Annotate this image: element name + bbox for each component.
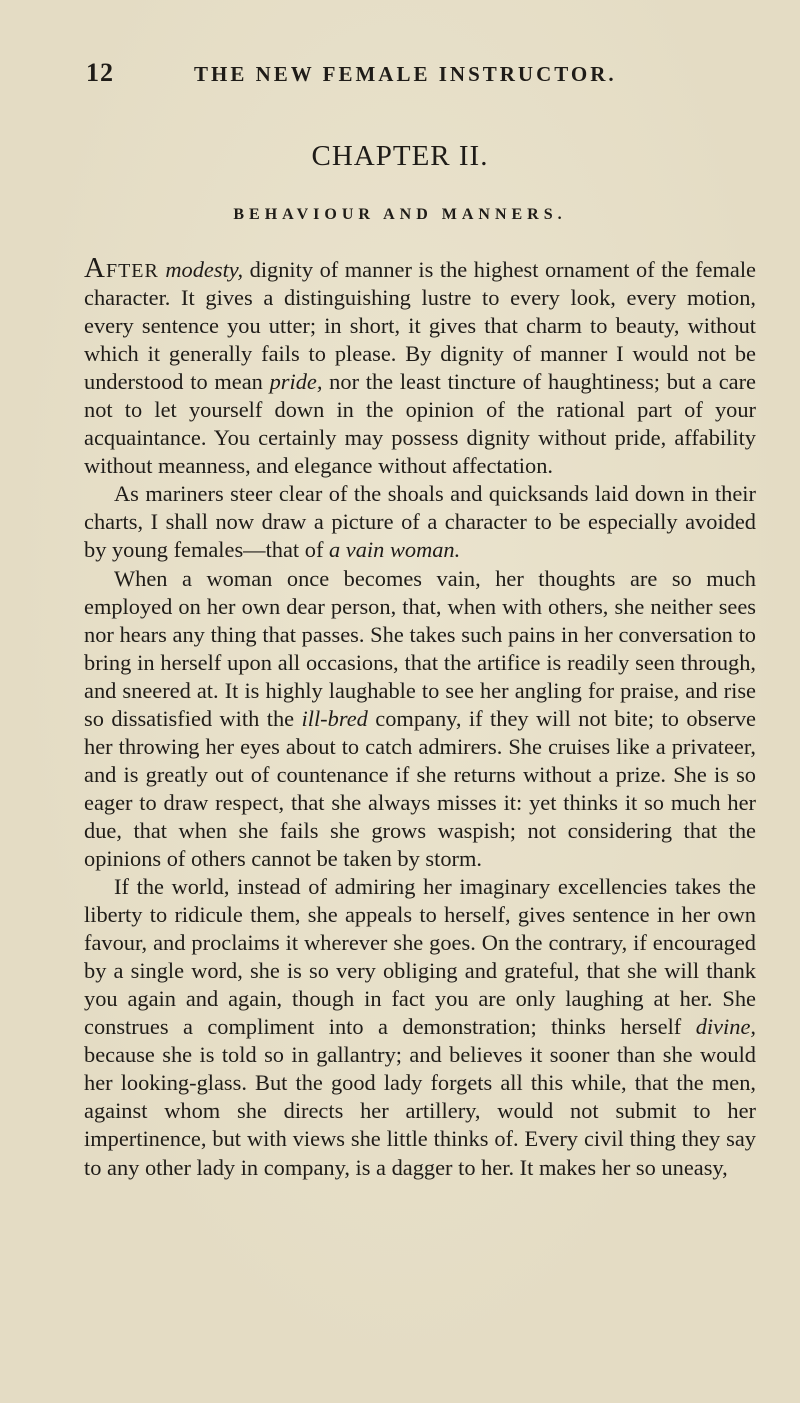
text-run: company, if they will not bite; to observe her throwing her eyes about to catch admirers. She cruises like a privateer, and is greatly out of countenance if she returns without a prize. She is so eager to draw respect, that she always misses it: yet thinks it so much her due, that when she fails she grows waspish; not considering that the opinions of others cannot be taken by storm.	[84, 705, 756, 871]
italic-run: modesty,	[165, 257, 244, 282]
section-title: BEHAVIOUR AND MANNERS.	[233, 206, 567, 223]
running-title: THE NEW FEMALE INSTRUCTOR.	[194, 62, 617, 86]
text-run: because she is told so in gallantry; and believes it sooner than she would her looking-glass. But the good lady forgets all this while, that the men, against whom she directs her artillery, would not submit to her impertinence, but with views she little thinks of. Every civil thing they say to any other lady in company, is a dagger to her. It makes her so uneasy,	[84, 1042, 756, 1180]
text-run: When a woman once becomes vain, her thoughts are so much employed on her own dear person, that, when with others, she neither sees nor hears any thing that passes. She takes such pains in her conversation to bring in herself upon all occasions, that the artifice is readily seen through, and sneered at. It is highly laughable to see her angling for praise, and rise so dissatisfied with the	[84, 565, 756, 731]
body-text	[84, 254, 756, 1182]
text-run: If the world, instead of admiring her imaginary excellencies takes the liberty to ridicule them, she appeals to herself, gives sentence in her own favour, and proclaims it wherever she goes. On the contrary, if encouraged by a single word, she is so very obliging and grateful, that she will thank you again and again, though in fact you are only laughing at her. She construes a compliment into a demonstration; thinks herself	[84, 874, 756, 1040]
italic-run: divine,	[695, 1014, 756, 1040]
opening-word: After	[84, 252, 159, 284]
text-run: dignity of manner is the highest ornament of the female character. It gives a distinguishing lustre to every look, every motion, every sentence you utter; in short, it gives that charm to beauty, without which it generally fails to please. By dignity of manner I would not be understood to mean	[84, 257, 756, 395]
paragraph-4	[84, 873, 756, 1182]
paragraph-2	[84, 480, 756, 564]
paragraph-3	[84, 565, 756, 874]
chapter-title: CHAPTER II.	[311, 140, 489, 172]
text-run: nor the least tincture of haughtiness; but a care not to let yourself down in the opinion of the rational part of your acquaintance. You certainly may possess dignity without pride, affability without meanness, and elegance without affectation.	[84, 369, 756, 479]
running-head	[86, 58, 746, 98]
italic-run: ill-bred	[301, 705, 368, 731]
paragraph-1	[84, 254, 756, 480]
text-run: As mariners steer clear of the shoals and quicksands laid down in their charts, I shall now draw a picture of a character to be especially avoided by young females—that of	[84, 481, 756, 563]
italic-run: pride,	[269, 369, 323, 395]
page-number: 12	[86, 58, 114, 87]
italic-run: a vain woman.	[329, 537, 461, 563]
